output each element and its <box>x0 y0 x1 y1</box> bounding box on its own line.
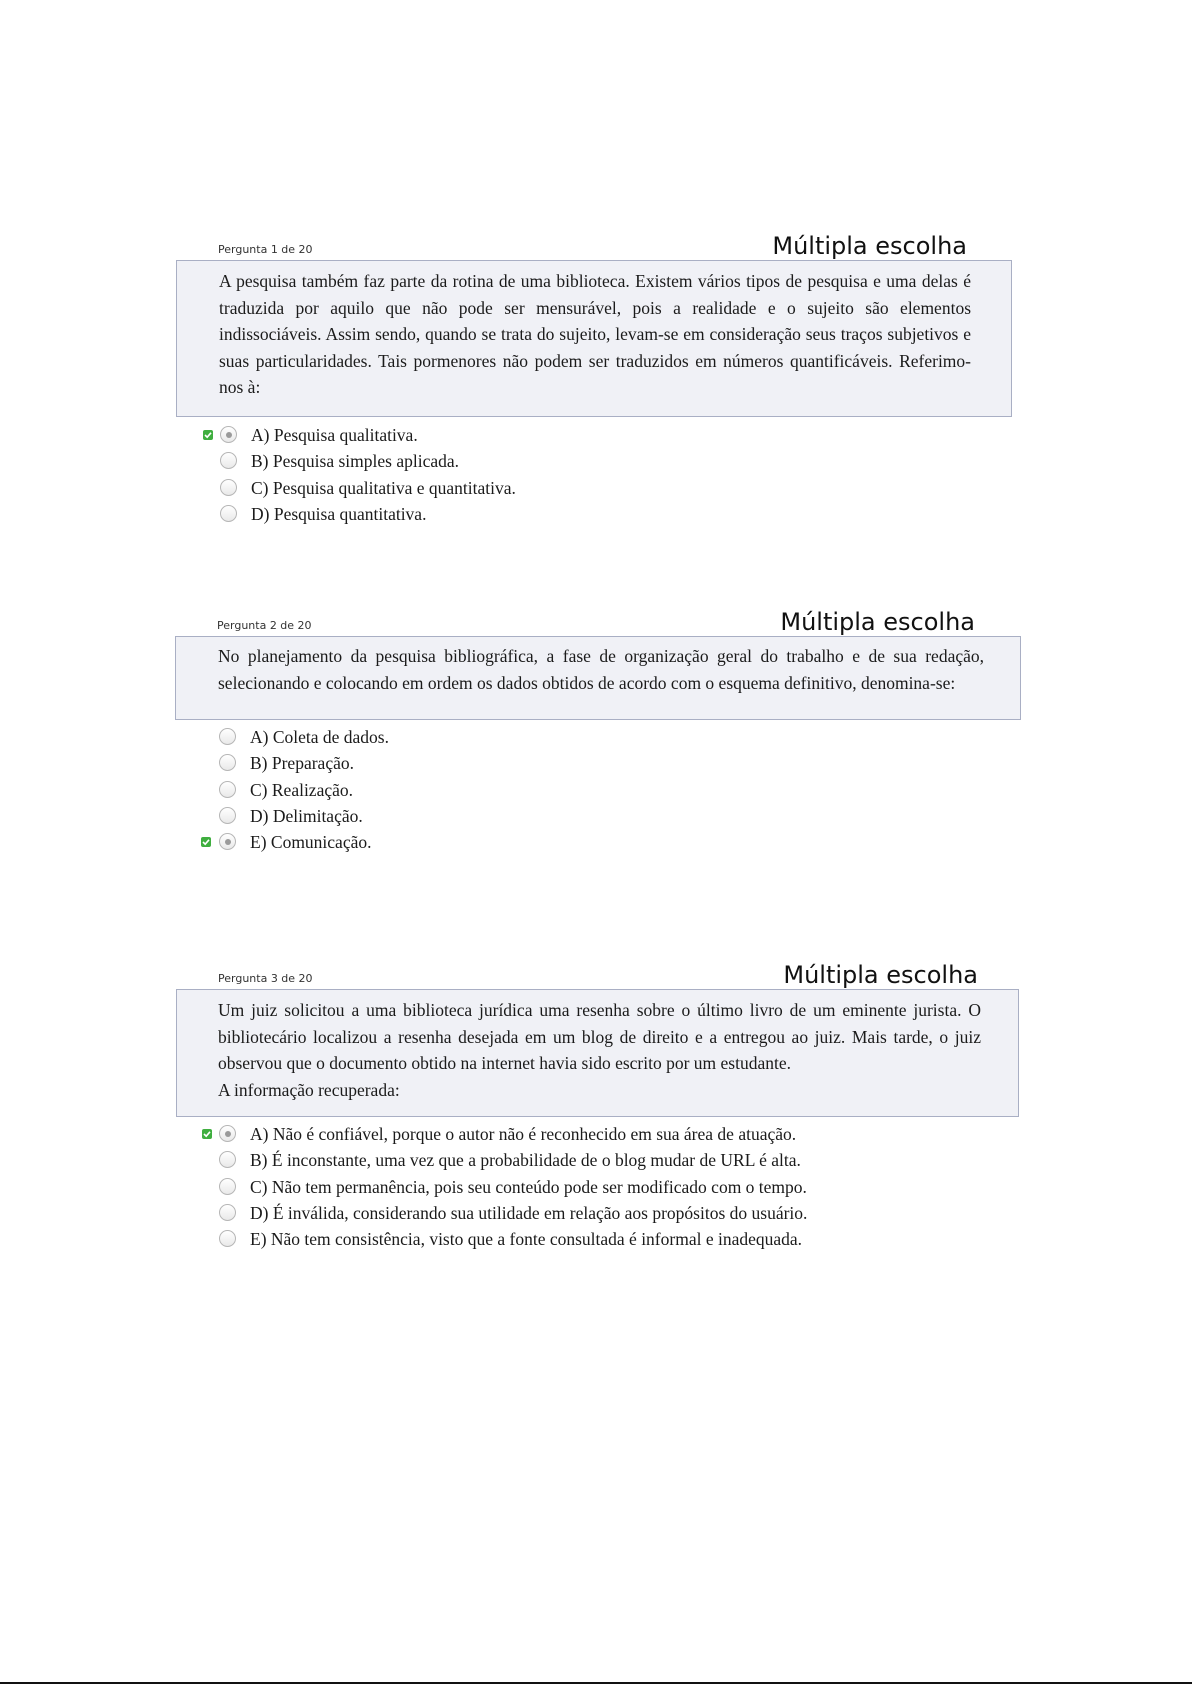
options-list <box>175 724 1021 855</box>
options-list <box>176 1121 1019 1252</box>
option-label: B) Pesquisa simples aplicada. <box>251 451 460 472</box>
option-label: B) Preparação. <box>250 753 354 774</box>
option-label: D) Delimitação. <box>250 805 363 826</box>
question-text-box <box>175 636 1021 720</box>
radio-button[interactable] <box>219 754 236 771</box>
radio-button[interactable] <box>220 452 237 469</box>
option-label: C) Pesquisa qualitativa e quantitativa. <box>251 477 516 498</box>
question-1 <box>176 226 1012 527</box>
correct-check-icon <box>203 430 213 440</box>
question-text-box <box>176 260 1012 417</box>
radio-button[interactable] <box>220 505 237 522</box>
option-d[interactable] <box>175 803 1021 829</box>
radio-button[interactable] <box>219 1230 236 1247</box>
option-d[interactable] <box>176 1200 1019 1226</box>
option-d[interactable] <box>176 501 1012 527</box>
radio-button[interactable] <box>219 1151 236 1168</box>
option-e[interactable] <box>176 1226 1019 1252</box>
option-label: D) Pesquisa quantitativa. <box>251 503 427 524</box>
radio-button[interactable] <box>219 781 236 798</box>
question-counter: Pergunta 3 de 20 <box>218 972 313 985</box>
radio-button[interactable] <box>219 728 236 745</box>
radio-button[interactable] <box>219 1178 236 1195</box>
question-text: A pesquisa também faz parte da rotina de uma biblioteca. Existem vários tipos de pesquisa e uma delas é traduzida por aquilo que não pode ser mensurável, pois a realidade e o sujeito são elementos indissociáveis. Assim sendo, quando se trata do sujeito, levam-se em consideração seus traços subjetivos e suas particularidades. Tais pormenores não podem ser traduzidos em números quantificáveis. Referimo-nos à: <box>219 271 971 397</box>
option-label: C) Não tem permanência, pois seu conteúdo pode ser modificado com o tempo. <box>250 1176 807 1197</box>
option-e[interactable] <box>175 829 1021 855</box>
option-label: B) É inconstante, uma vez que a probabilidade de o blog mudar de URL é alta. <box>250 1150 801 1171</box>
question-2 <box>175 602 1021 855</box>
correct-check-icon <box>201 837 211 847</box>
question-prompt: A informação recuperada: <box>218 1079 400 1100</box>
option-c[interactable] <box>176 475 1012 501</box>
option-label: D) É inválida, considerando sua utilidade em relação aos propósitos do usuário. <box>250 1202 808 1223</box>
correct-check-icon <box>202 1129 212 1139</box>
question-text: No planejamento da pesquisa bibliográfica, a fase de organização geral do trabalho e de sua redação, selecionando e colocando em ordem os dados obtidos de acordo com o esquema definitivo, denomina-se: <box>218 646 984 693</box>
option-b[interactable] <box>176 1147 1019 1173</box>
radio-button[interactable] <box>219 833 236 850</box>
option-c[interactable] <box>176 1174 1019 1200</box>
question-text-box <box>176 989 1019 1117</box>
options-list <box>176 422 1012 527</box>
option-label: A) Pesquisa qualitativa. <box>251 425 418 445</box>
option-a[interactable] <box>176 1121 1019 1147</box>
question-header <box>176 955 1019 989</box>
question-type: Múltipla escolha <box>783 961 978 989</box>
option-c[interactable] <box>175 777 1021 803</box>
question-counter: Pergunta 1 de 20 <box>218 243 313 256</box>
radio-button[interactable] <box>220 426 237 443</box>
question-type: Múltipla escolha <box>772 232 967 260</box>
question-3 <box>176 955 1019 1252</box>
option-label: A) Coleta de dados. <box>250 727 389 747</box>
option-label: E) Comunicação. <box>250 832 372 853</box>
radio-button[interactable] <box>220 479 237 496</box>
question-text: Um juiz solicitou a uma biblioteca jurídica uma resenha sobre o último livro de um eminente jurista. O bibliotecário localizou a resenha desejada em um blog de direito e a entregou ao juiz. Mais tarde, o juiz observou que o documento obtido na internet havia sido escrito por um estudante. <box>218 1000 981 1073</box>
question-type: Múltipla escolha <box>780 608 975 636</box>
option-b[interactable] <box>176 448 1012 474</box>
question-counter: Pergunta 2 de 20 <box>217 619 312 632</box>
option-label: A) Não é confiável, porque o autor não é reconhecido em sua área de atuação. <box>250 1124 797 1144</box>
option-a[interactable] <box>175 724 1021 750</box>
page-bottom-rule <box>0 1682 1192 1684</box>
radio-button[interactable] <box>219 1204 236 1221</box>
question-header <box>176 226 1012 260</box>
option-b[interactable] <box>175 750 1021 776</box>
radio-button[interactable] <box>219 1125 236 1142</box>
radio-button[interactable] <box>219 807 236 824</box>
option-label: C) Realização. <box>250 779 354 800</box>
question-header <box>175 602 1021 636</box>
option-label: E) Não tem consistência, visto que a fonte consultada é informal e inadequada. <box>250 1229 803 1250</box>
option-a[interactable] <box>176 422 1012 448</box>
